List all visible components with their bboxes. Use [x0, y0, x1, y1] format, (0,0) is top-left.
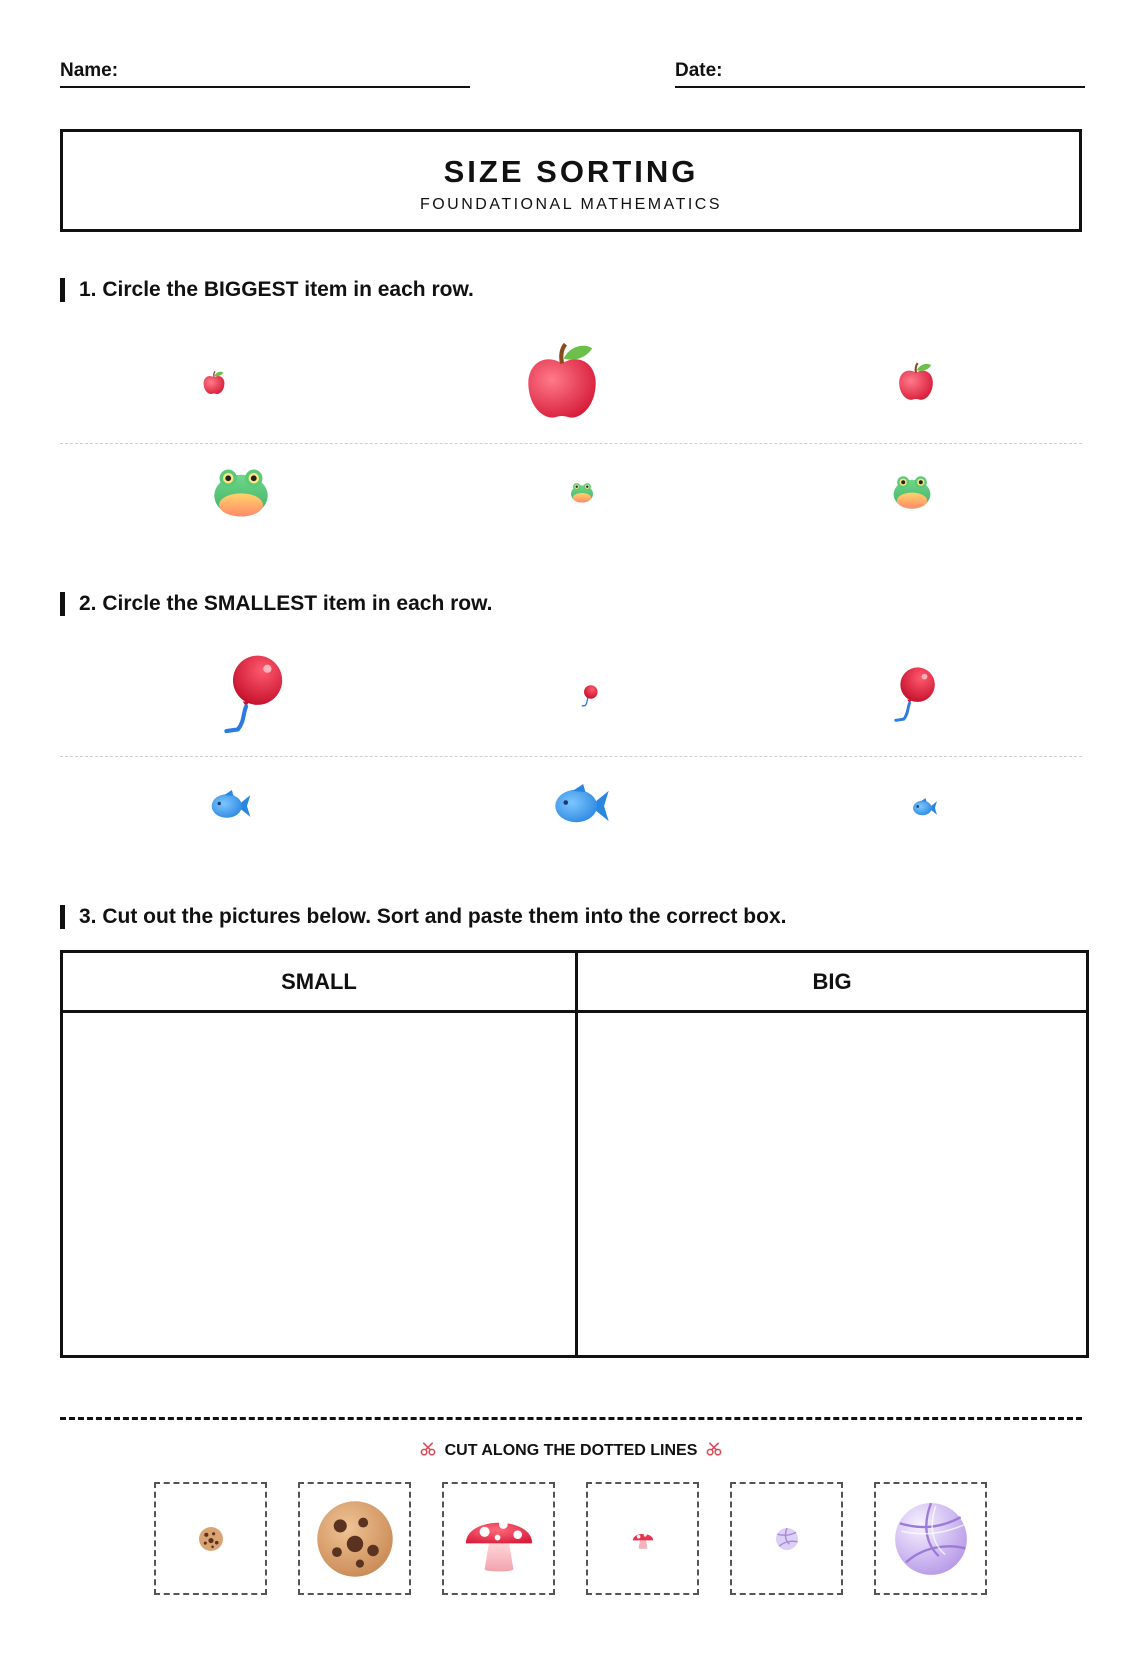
fish-icon[interactable] [553, 781, 611, 831]
balloon-icon[interactable] [218, 654, 284, 736]
cutout-card-big-mushroom[interactable] [442, 1482, 555, 1595]
row-separator [60, 756, 1082, 757]
date-label: Date: [675, 60, 723, 81]
cutout-card-small-mushroom[interactable] [586, 1482, 699, 1595]
cutout-card-big-volleyball[interactable] [874, 1482, 987, 1595]
section-2-heading [60, 592, 493, 616]
cutout-card-small-cookie[interactable] [154, 1482, 267, 1595]
cut-line [60, 1417, 1082, 1420]
section-1-keyword: BIGGEST [203, 278, 299, 301]
big-column-header: BIG [578, 953, 1086, 1013]
frog-icon[interactable] [570, 480, 594, 504]
scissors-icon [420, 1442, 436, 1456]
section-2-prefix: 2. Circle the [79, 592, 204, 615]
date-line[interactable] [675, 86, 1085, 88]
section-1-suffix: item in each row. [298, 278, 474, 301]
page-title: SIZE SORTING [443, 154, 699, 189]
name-line[interactable] [60, 86, 470, 88]
fish-icon[interactable] [912, 797, 938, 819]
frog-icon[interactable] [212, 462, 270, 520]
row-separator [60, 443, 1082, 444]
cutout-card-big-cookie[interactable] [298, 1482, 411, 1595]
balloon-icon[interactable] [890, 666, 936, 724]
section-1-prefix: 1. Circle the [79, 278, 204, 301]
sort-table [60, 950, 1089, 1358]
apple-icon[interactable] [201, 370, 227, 396]
name-label: Name: [60, 60, 119, 81]
cut-note-text: CUT ALONG THE DOTTED LINES [444, 1442, 698, 1459]
mushroom-icon [463, 1503, 535, 1575]
section-1-heading [60, 278, 474, 302]
cutout-card-small-volleyball[interactable] [730, 1482, 843, 1595]
mushroom-icon [632, 1528, 654, 1550]
section-2-keyword: SMALLEST [203, 592, 318, 615]
small-paste-area[interactable] [63, 1013, 575, 1355]
balloon-icon[interactable] [580, 684, 598, 708]
cut-note [0, 1442, 1142, 1460]
big-paste-area[interactable] [578, 1013, 1086, 1355]
apple-icon[interactable] [520, 340, 604, 424]
fish-icon[interactable] [210, 788, 252, 824]
volleyball-icon [775, 1527, 799, 1551]
volleyball-icon [892, 1500, 970, 1578]
section-2-suffix: item in each row. [317, 592, 493, 615]
title-box [60, 129, 1082, 232]
cookie-icon [198, 1526, 224, 1552]
frog-icon[interactable] [892, 471, 932, 511]
section-3-heading: 3. Cut out the pictures below. Sort and paste them into the correct box. [60, 905, 786, 929]
cookie-icon [314, 1498, 396, 1580]
small-column-header: SMALL [63, 953, 575, 1013]
apple-icon[interactable] [895, 361, 937, 403]
page-subtitle: FOUNDATIONAL MATHEMATICS [419, 196, 723, 213]
scissors-icon [706, 1442, 722, 1456]
